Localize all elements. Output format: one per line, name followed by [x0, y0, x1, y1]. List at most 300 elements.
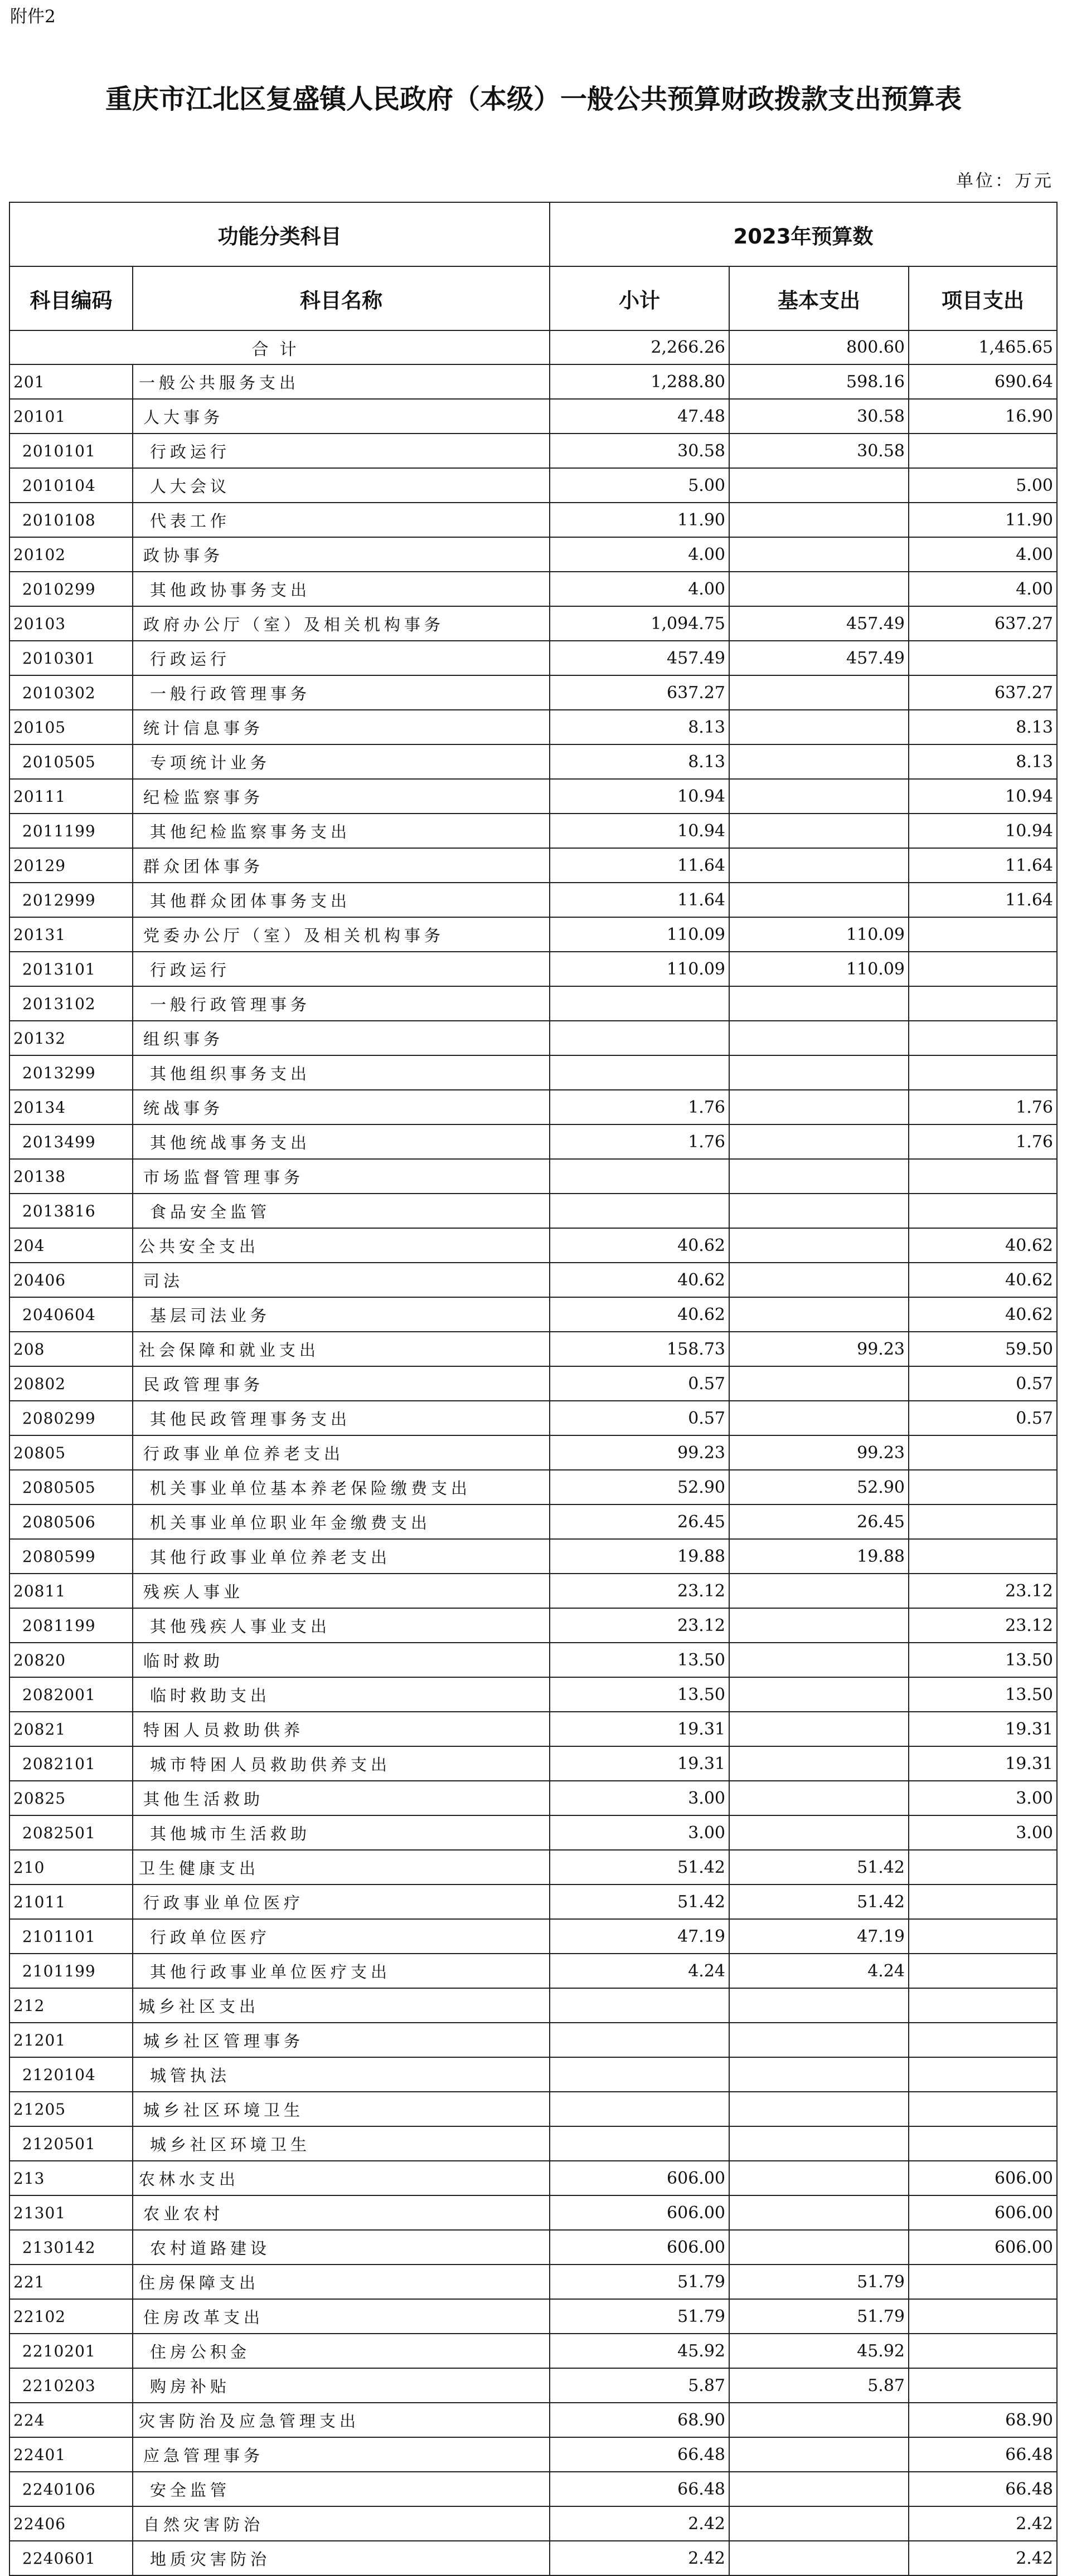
table-row — [9, 814, 1057, 848]
row-basic: 99.23 — [729, 1435, 909, 1470]
row-name: 城乡社区环境卫生 — [133, 2126, 550, 2161]
row-code: 20138 — [9, 1159, 133, 1194]
row-project: 637.27 — [909, 675, 1057, 710]
row-code: 20821 — [9, 1712, 133, 1746]
header-budget-year: 2023年预算数 — [550, 202, 1057, 266]
row-subtotal: 51.42 — [550, 1850, 729, 1884]
row-basic: 51.79 — [729, 2299, 909, 2334]
row-basic: 51.79 — [729, 2265, 909, 2299]
row-code: 210 — [9, 1850, 133, 1884]
header-project: 项目支出 — [909, 266, 1057, 330]
row-name: 统计信息事务 — [133, 710, 550, 744]
row-subtotal: 19.88 — [550, 1539, 729, 1574]
row-basic: 51.42 — [729, 1884, 909, 1919]
table-row — [9, 1574, 1057, 1608]
row-project — [909, 1988, 1057, 2023]
row-subtotal: 51.79 — [550, 2265, 729, 2299]
table-row — [9, 1539, 1057, 1574]
table-row — [9, 606, 1057, 641]
row-code: 20802 — [9, 1366, 133, 1401]
row-name: 其他城市生活救助 — [133, 1815, 550, 1850]
row-name: 行政运行 — [133, 641, 550, 675]
total-project: 1,465.65 — [909, 330, 1057, 364]
row-code: 2080599 — [9, 1539, 133, 1574]
table-row — [9, 2195, 1057, 2230]
table-row — [9, 1401, 1057, 1435]
table-row — [9, 641, 1057, 675]
row-subtotal: 45.92 — [550, 2334, 729, 2368]
row-basic — [729, 883, 909, 917]
row-name: 特困人员救助供养 — [133, 1712, 550, 1746]
row-name: 其他组织事务支出 — [133, 1055, 550, 1090]
row-basic: 30.58 — [729, 399, 909, 434]
table-row — [9, 2230, 1057, 2265]
row-name: 党委办公厅（室）及相关机构事务 — [133, 917, 550, 952]
attachment-label: 附件2 — [10, 7, 56, 27]
row-project — [909, 1159, 1057, 1194]
row-code: 221 — [9, 2265, 133, 2299]
row-basic: 47.19 — [729, 1919, 909, 1954]
row-name: 城乡社区管理事务 — [133, 2023, 550, 2057]
row-code: 2013299 — [9, 1055, 133, 1090]
row-name: 其他群众团体事务支出 — [133, 883, 550, 917]
table-row — [9, 1954, 1057, 1988]
row-code: 2013499 — [9, 1124, 133, 1159]
row-subtotal: 0.57 — [550, 1366, 729, 1401]
row-code: 2013101 — [9, 952, 133, 986]
row-name: 组织事务 — [133, 1021, 550, 1055]
row-basic — [729, 2092, 909, 2126]
row-name: 市场监督管理事务 — [133, 1159, 550, 1194]
table-row — [9, 1504, 1057, 1539]
row-subtotal: 5.87 — [550, 2368, 729, 2403]
header-subtotal: 小计 — [550, 266, 729, 330]
row-project — [909, 434, 1057, 468]
row-name: 城市特困人员救助供养支出 — [133, 1746, 550, 1781]
row-name: 专项统计业务 — [133, 744, 550, 779]
row-project: 23.12 — [909, 1574, 1057, 1608]
row-name: 司法 — [133, 1263, 550, 1297]
row-project: 2.42 — [909, 2541, 1057, 2575]
row-basic — [729, 2161, 909, 2195]
row-code: 21205 — [9, 2092, 133, 2126]
header-basic: 基本支出 — [729, 266, 909, 330]
table-row — [9, 1263, 1057, 1297]
row-project — [909, 2023, 1057, 2057]
row-code: 204 — [9, 1228, 133, 1263]
row-project — [909, 1055, 1057, 1090]
row-basic: 45.92 — [729, 2334, 909, 2368]
row-subtotal — [550, 1159, 729, 1194]
row-basic — [729, 2195, 909, 2230]
table-row — [9, 917, 1057, 952]
row-code: 2120104 — [9, 2057, 133, 2092]
row-subtotal: 30.58 — [550, 434, 729, 468]
row-project — [909, 1919, 1057, 1954]
row-project: 40.62 — [909, 1228, 1057, 1263]
row-name: 临时救助 — [133, 1643, 550, 1677]
row-code: 2080506 — [9, 1504, 133, 1539]
row-subtotal: 51.79 — [550, 2299, 729, 2334]
table-row — [9, 2506, 1057, 2541]
row-code: 20105 — [9, 710, 133, 744]
row-name: 其他统战事务支出 — [133, 1124, 550, 1159]
row-basic — [729, 2541, 909, 2575]
row-project — [909, 986, 1057, 1021]
row-name: 住房公积金 — [133, 2334, 550, 2368]
row-code: 2010108 — [9, 503, 133, 537]
row-basic — [729, 675, 909, 710]
row-project: 0.57 — [909, 1401, 1057, 1435]
row-project: 11.90 — [909, 503, 1057, 537]
total-row — [9, 330, 1057, 364]
row-code: 2010505 — [9, 744, 133, 779]
row-subtotal: 11.64 — [550, 883, 729, 917]
table-row — [9, 2265, 1057, 2299]
table-row — [9, 2299, 1057, 2334]
row-name: 纪检监察事务 — [133, 779, 550, 814]
row-basic — [729, 572, 909, 606]
row-name: 机关事业单位职业年金缴费支出 — [133, 1504, 550, 1539]
row-name: 食品安全监管 — [133, 1194, 550, 1228]
row-basic — [729, 1194, 909, 1228]
row-code: 20825 — [9, 1781, 133, 1815]
row-name: 其他民政管理事务支出 — [133, 1401, 550, 1435]
row-code: 20103 — [9, 606, 133, 641]
row-name: 地质灾害防治 — [133, 2541, 550, 2575]
row-project: 66.48 — [909, 2472, 1057, 2506]
row-name: 群众团体事务 — [133, 848, 550, 883]
row-basic: 598.16 — [729, 364, 909, 399]
table-row — [9, 2161, 1057, 2195]
table-body — [9, 330, 1057, 2575]
row-subtotal — [550, 1021, 729, 1055]
row-name: 人大事务 — [133, 399, 550, 434]
row-subtotal: 0.57 — [550, 1401, 729, 1435]
row-project: 10.94 — [909, 814, 1057, 848]
row-project: 8.13 — [909, 744, 1057, 779]
row-code: 2210203 — [9, 2368, 133, 2403]
row-basic — [729, 1297, 909, 1332]
row-project — [909, 2334, 1057, 2368]
row-name: 灾害防治及应急管理支出 — [133, 2403, 550, 2437]
row-basic — [729, 1124, 909, 1159]
row-project: 11.64 — [909, 883, 1057, 917]
row-name: 住房保障支出 — [133, 2265, 550, 2299]
row-subtotal: 1,288.80 — [550, 364, 729, 399]
row-name: 一般行政管理事务 — [133, 986, 550, 1021]
row-code: 20820 — [9, 1643, 133, 1677]
row-name: 行政运行 — [133, 952, 550, 986]
row-code: 20111 — [9, 779, 133, 814]
row-project: 8.13 — [909, 710, 1057, 744]
row-project: 13.50 — [909, 1643, 1057, 1677]
total-subtotal: 2,266.26 — [550, 330, 729, 364]
row-name: 卫生健康支出 — [133, 1850, 550, 1884]
table-row — [9, 503, 1057, 537]
row-name: 机关事业单位基本养老保险缴费支出 — [133, 1470, 550, 1504]
row-project — [909, 2057, 1057, 2092]
row-project: 40.62 — [909, 1263, 1057, 1297]
row-name: 残疾人事业 — [133, 1574, 550, 1608]
row-basic — [729, 2472, 909, 2506]
row-name: 社会保障和就业支出 — [133, 1332, 550, 1366]
row-code: 2013816 — [9, 1194, 133, 1228]
row-basic: 4.24 — [729, 1954, 909, 1988]
table-row — [9, 883, 1057, 917]
row-name: 农村道路建设 — [133, 2230, 550, 2265]
row-code: 2082001 — [9, 1677, 133, 1712]
table-row — [9, 2541, 1057, 2575]
row-code: 20805 — [9, 1435, 133, 1470]
row-project: 1.76 — [909, 1090, 1057, 1124]
row-project: 4.00 — [909, 537, 1057, 572]
row-project — [909, 1850, 1057, 1884]
row-project — [909, 1539, 1057, 1574]
header-row-2 — [9, 266, 1057, 330]
row-code: 21301 — [9, 2195, 133, 2230]
row-basic — [729, 1263, 909, 1297]
row-subtotal: 10.94 — [550, 779, 729, 814]
row-code: 22406 — [9, 2506, 133, 2541]
row-code: 2010301 — [9, 641, 133, 675]
row-subtotal: 606.00 — [550, 2230, 729, 2265]
table-row — [9, 1988, 1057, 2023]
row-name: 购房补贴 — [133, 2368, 550, 2403]
row-name: 城乡社区支出 — [133, 1988, 550, 2023]
row-basic — [729, 1228, 909, 1263]
row-basic — [729, 2437, 909, 2472]
row-basic: 110.09 — [729, 917, 909, 952]
row-code: 2081199 — [9, 1608, 133, 1643]
row-basic — [729, 1090, 909, 1124]
row-basic: 26.45 — [729, 1504, 909, 1539]
row-name: 其他行政事业单位养老支出 — [133, 1539, 550, 1574]
table-row — [9, 537, 1057, 572]
row-subtotal: 51.42 — [550, 1884, 729, 1919]
table-row — [9, 1297, 1057, 1332]
row-subtotal: 99.23 — [550, 1435, 729, 1470]
row-basic — [729, 1781, 909, 1815]
table-row — [9, 744, 1057, 779]
row-code: 213 — [9, 2161, 133, 2195]
row-subtotal — [550, 1055, 729, 1090]
row-basic: 99.23 — [729, 1332, 909, 1366]
row-code: 20811 — [9, 1574, 133, 1608]
row-name: 代表工作 — [133, 503, 550, 537]
row-basic — [729, 1055, 909, 1090]
row-project: 2.42 — [909, 2506, 1057, 2541]
row-subtotal: 11.90 — [550, 503, 729, 537]
budget-table — [9, 202, 1058, 2576]
table-row — [9, 1194, 1057, 1228]
row-subtotal — [550, 2023, 729, 2057]
row-basic: 457.49 — [729, 641, 909, 675]
row-code: 2101101 — [9, 1919, 133, 1954]
row-name: 农业农村 — [133, 2195, 550, 2230]
row-subtotal: 3.00 — [550, 1815, 729, 1850]
row-basic — [729, 1021, 909, 1055]
row-code: 2012999 — [9, 883, 133, 917]
table-row — [9, 986, 1057, 1021]
row-basic: 5.87 — [729, 2368, 909, 2403]
table-row — [9, 1608, 1057, 1643]
row-basic: 51.42 — [729, 1850, 909, 1884]
table-row — [9, 1366, 1057, 1401]
row-project: 40.62 — [909, 1297, 1057, 1332]
table-row — [9, 468, 1057, 503]
row-project — [909, 1470, 1057, 1504]
header-row-1 — [9, 202, 1057, 266]
row-project: 5.00 — [909, 468, 1057, 503]
document-title: 重庆市江北区复盛镇人民政府（本级）一般公共预算财政拨款支出预算表 — [105, 84, 962, 115]
row-project — [909, 2265, 1057, 2299]
row-project: 3.00 — [909, 1781, 1057, 1815]
row-basic — [729, 1712, 909, 1746]
row-name: 自然灾害防治 — [133, 2506, 550, 2541]
header-code: 科目编码 — [9, 266, 133, 330]
total-basic: 800.60 — [729, 330, 909, 364]
row-name: 其他纪检监察事务支出 — [133, 814, 550, 848]
row-project: 690.64 — [909, 364, 1057, 399]
row-subtotal: 40.62 — [550, 1297, 729, 1332]
row-project: 66.48 — [909, 2437, 1057, 2472]
row-code: 22401 — [9, 2437, 133, 2472]
row-code: 20134 — [9, 1090, 133, 1124]
table-row — [9, 1021, 1057, 1055]
row-code: 2080299 — [9, 1401, 133, 1435]
row-project — [909, 917, 1057, 952]
row-subtotal: 1.76 — [550, 1090, 729, 1124]
row-subtotal: 1.76 — [550, 1124, 729, 1159]
row-project — [909, 641, 1057, 675]
table-row — [9, 779, 1057, 814]
row-subtotal: 52.90 — [550, 1470, 729, 1504]
row-project: 68.90 — [909, 2403, 1057, 2437]
row-code: 2080505 — [9, 1470, 133, 1504]
row-code: 2120501 — [9, 2126, 133, 2161]
row-name: 一般行政管理事务 — [133, 675, 550, 710]
row-subtotal — [550, 2126, 729, 2161]
row-project — [909, 1884, 1057, 1919]
row-basic — [729, 1159, 909, 1194]
row-subtotal — [550, 2057, 729, 2092]
row-subtotal: 40.62 — [550, 1228, 729, 1263]
table-row — [9, 2437, 1057, 2472]
row-name: 城管执法 — [133, 2057, 550, 2092]
unit-label: 单位：万元 — [956, 171, 1054, 191]
row-basic: 52.90 — [729, 1470, 909, 1504]
row-code: 201 — [9, 364, 133, 399]
row-name: 其他残疾人事业支出 — [133, 1608, 550, 1643]
row-basic — [729, 503, 909, 537]
row-code: 20102 — [9, 537, 133, 572]
row-name: 政府办公厅（室）及相关机构事务 — [133, 606, 550, 641]
row-project — [909, 1194, 1057, 1228]
row-subtotal: 606.00 — [550, 2195, 729, 2230]
row-basic — [729, 2403, 909, 2437]
row-subtotal: 8.13 — [550, 710, 729, 744]
row-project: 13.50 — [909, 1677, 1057, 1712]
row-subtotal — [550, 2092, 729, 2126]
row-subtotal — [550, 986, 729, 1021]
row-subtotal: 13.50 — [550, 1643, 729, 1677]
table-row — [9, 1435, 1057, 1470]
row-name: 其他政协事务支出 — [133, 572, 550, 606]
row-code: 2013102 — [9, 986, 133, 1021]
row-project: 0.57 — [909, 1366, 1057, 1401]
table-row — [9, 1159, 1057, 1194]
row-subtotal: 2.42 — [550, 2541, 729, 2575]
row-basic — [729, 1988, 909, 2023]
row-subtotal: 23.12 — [550, 1574, 729, 1608]
row-name: 城乡社区环境卫生 — [133, 2092, 550, 2126]
row-name: 政协事务 — [133, 537, 550, 572]
row-project — [909, 1954, 1057, 1988]
row-project — [909, 952, 1057, 986]
row-subtotal: 2.42 — [550, 2506, 729, 2541]
row-subtotal: 3.00 — [550, 1781, 729, 1815]
row-code: 2040604 — [9, 1297, 133, 1332]
row-basic — [729, 1815, 909, 1850]
table-row — [9, 364, 1057, 399]
row-code: 20406 — [9, 1263, 133, 1297]
row-basic: 19.88 — [729, 1539, 909, 1574]
row-name: 安全监管 — [133, 2472, 550, 2506]
table-row — [9, 2368, 1057, 2403]
row-basic — [729, 2126, 909, 2161]
row-basic: 457.49 — [729, 606, 909, 641]
row-name: 人大会议 — [133, 468, 550, 503]
row-code: 2082501 — [9, 1815, 133, 1850]
table-row — [9, 1677, 1057, 1712]
row-basic — [729, 848, 909, 883]
table-row — [9, 1815, 1057, 1850]
row-subtotal: 66.48 — [550, 2437, 729, 2472]
row-code: 20131 — [9, 917, 133, 952]
row-subtotal: 13.50 — [550, 1677, 729, 1712]
table-row — [9, 1332, 1057, 1366]
row-name: 行政事业单位医疗 — [133, 1884, 550, 1919]
row-basic — [729, 710, 909, 744]
row-basic — [729, 986, 909, 1021]
row-subtotal: 47.19 — [550, 1919, 729, 1954]
row-code: 208 — [9, 1332, 133, 1366]
row-basic — [729, 1746, 909, 1781]
row-subtotal: 457.49 — [550, 641, 729, 675]
row-subtotal: 4.24 — [550, 1954, 729, 1988]
row-project: 637.27 — [909, 606, 1057, 641]
row-project: 4.00 — [909, 572, 1057, 606]
row-basic — [729, 2023, 909, 2057]
row-name: 临时救助支出 — [133, 1677, 550, 1712]
row-subtotal: 40.62 — [550, 1263, 729, 1297]
row-project — [909, 1021, 1057, 1055]
row-code: 2082101 — [9, 1746, 133, 1781]
row-subtotal: 26.45 — [550, 1504, 729, 1539]
row-basic — [729, 2057, 909, 2092]
row-basic — [729, 537, 909, 572]
table-row — [9, 952, 1057, 986]
row-name: 应急管理事务 — [133, 2437, 550, 2472]
row-code: 2101199 — [9, 1954, 133, 1988]
row-name: 基层司法业务 — [133, 1297, 550, 1332]
row-basic — [729, 779, 909, 814]
table-row — [9, 848, 1057, 883]
row-subtotal: 23.12 — [550, 1608, 729, 1643]
row-subtotal: 158.73 — [550, 1332, 729, 1366]
row-project: 23.12 — [909, 1608, 1057, 1643]
